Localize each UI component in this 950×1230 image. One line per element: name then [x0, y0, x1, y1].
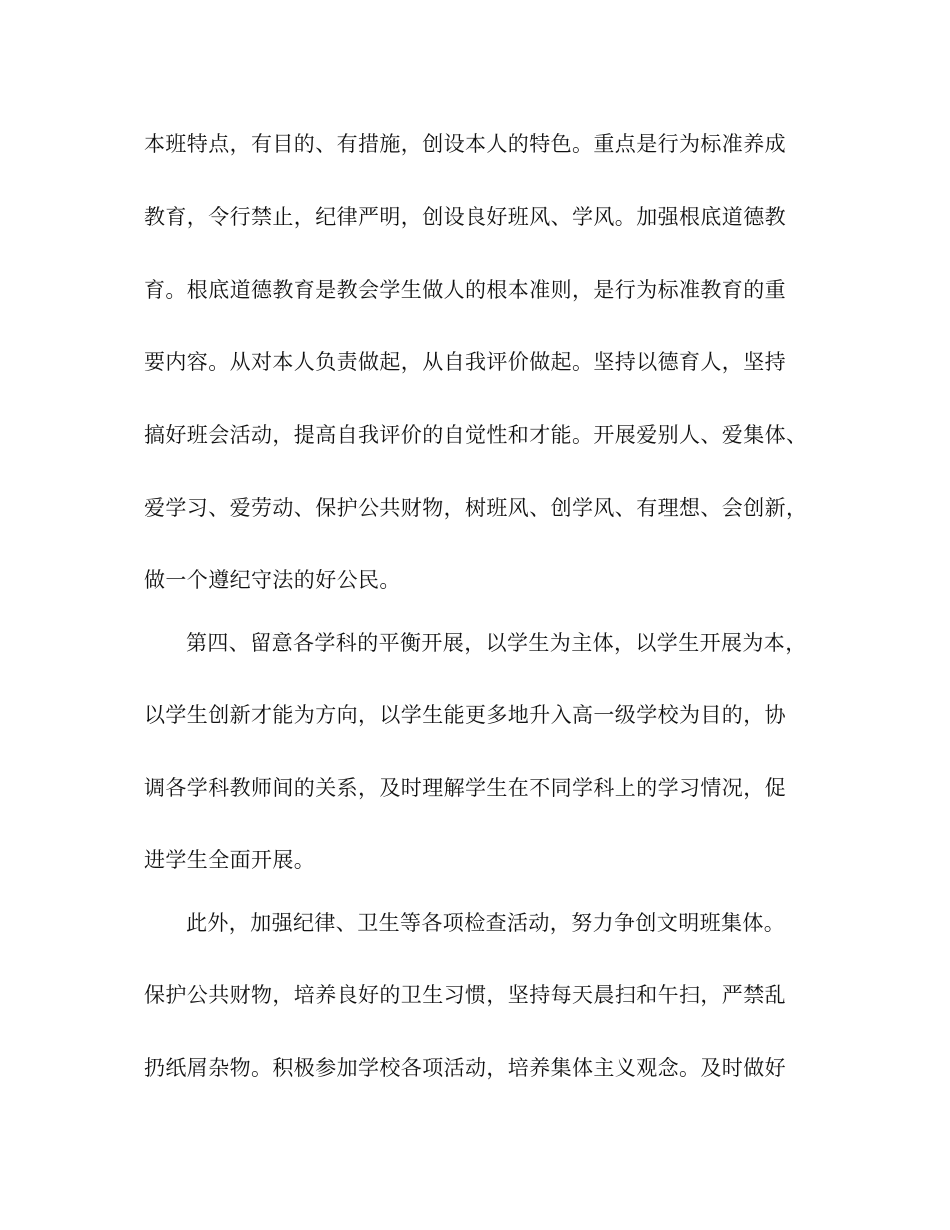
body-text-line: 做一个遵纪守法的好公民。	[144, 568, 401, 592]
body-text-line: 教育，令行禁止，纪律严明，创设良好班风、学风。加强根底道德教	[144, 205, 786, 229]
body-text-line: 进学生全面开展。	[144, 848, 316, 872]
body-text-line: 本班特点，有目的、有措施，创设本人的特色。重点是行为标准养成	[144, 132, 786, 156]
paragraph-start-line: 第四、留意各学科的平衡开展，以学生为主体，以学生开展为本，	[186, 631, 807, 655]
body-text-line: 保护公共财物，培养良好的卫生习惯，坚持每天晨扫和午扫，严禁乱	[144, 983, 786, 1007]
body-text-line: 扔纸屑杂物。积极参加学校各项活动，培养集体主义观念。及时做好	[144, 1056, 786, 1080]
paragraph-start-line: 此外，加强纪律、卫生等各项检查活动，努力争创文明班集体。	[186, 911, 786, 935]
body-text-line: 以学生创新才能为方向，以学生能更多地升入高一级学校为目的，协	[144, 703, 786, 727]
body-text-line: 搞好班会活动，提高自我评价的自觉性和才能。开展爱别人、爱集体、	[144, 423, 808, 447]
body-text-line: 爱学习、爱劳动、保护公共财物，树班风、创学风、有理想、会创新，	[144, 496, 808, 520]
body-text-line: 调各学科教师间的关系，及时理解学生在不同学科上的学习情况，促	[144, 776, 786, 800]
body-text-line: 要内容。从对本人负责做起，从自我评价做起。坚持以德育人，坚持	[144, 350, 786, 374]
body-text-line: 育。根底道德教育是教会学生做人的根本准则，是行为标准教育的重	[144, 278, 786, 302]
